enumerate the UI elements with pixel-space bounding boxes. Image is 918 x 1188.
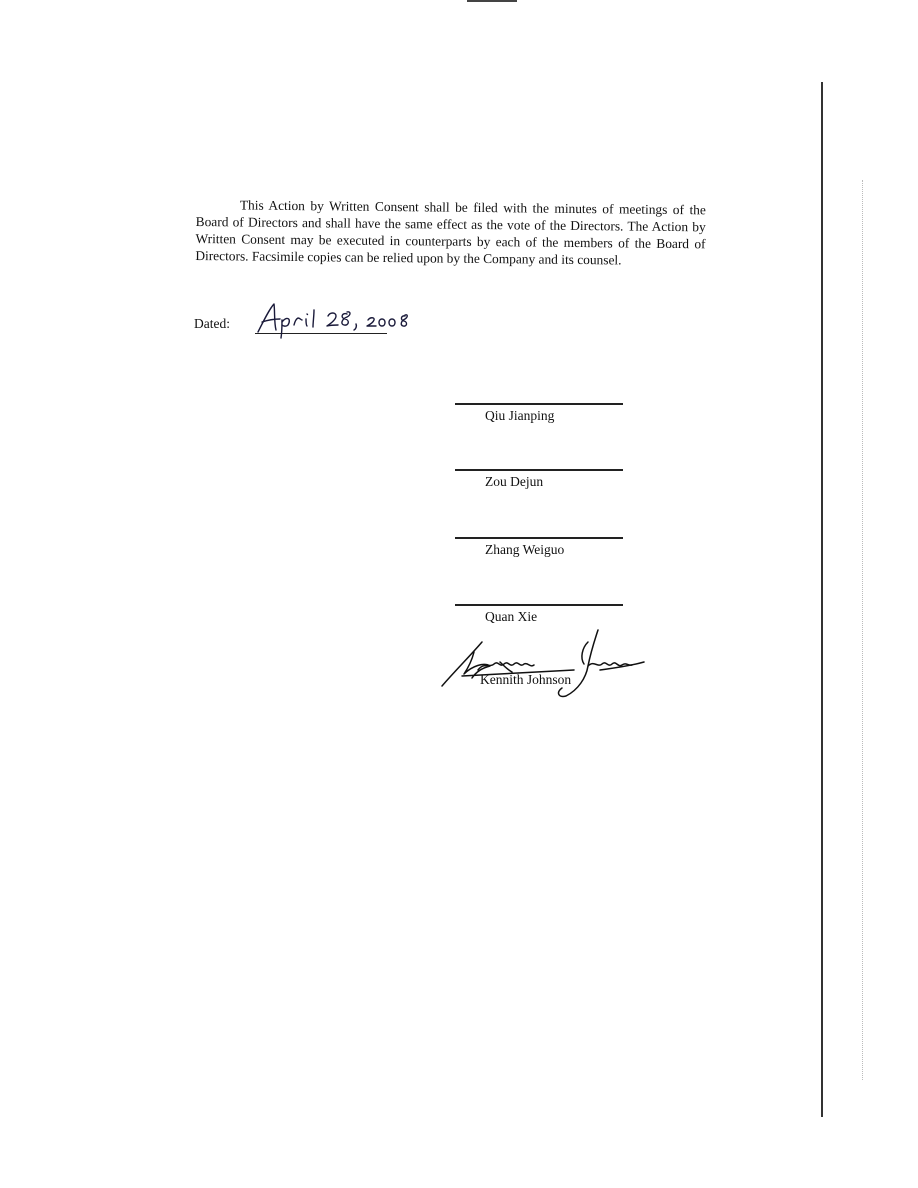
signature-block-2 [455,469,625,490]
scan-edge-dots [862,180,864,1080]
consent-paragraph: This Action by Written Consent shall be filed with the minutes of meetings of the Board of Directors and shall have the same effect as the vote of the Directors. The Action by Written Consent may be executed in counterparts by each of the members of the Board of Directors. Facsimile copies can be relied upon by the Company and its counsel. [195,197,706,268]
handwritten-signature [438,622,648,702]
signatory-name: Kennith Johnson [480,672,572,687]
signature-line [455,403,623,405]
scan-edge-line [821,82,823,1117]
signatory-name: Zhang Weiguo [485,542,565,557]
signature-block-1 [455,403,625,424]
signature-block-3 [455,537,625,558]
signature-line [455,604,623,606]
signature-line [455,537,623,539]
signatory-name: Qiu Jianping [485,408,555,423]
signature-line [455,469,623,471]
scan-artifact-top [467,0,517,2]
signatory-name: Quan Xie [485,609,538,624]
dated-label: Dated: [194,316,230,331]
handwritten-date [250,298,420,340]
signatory-name: Zou Dejun [485,474,544,489]
